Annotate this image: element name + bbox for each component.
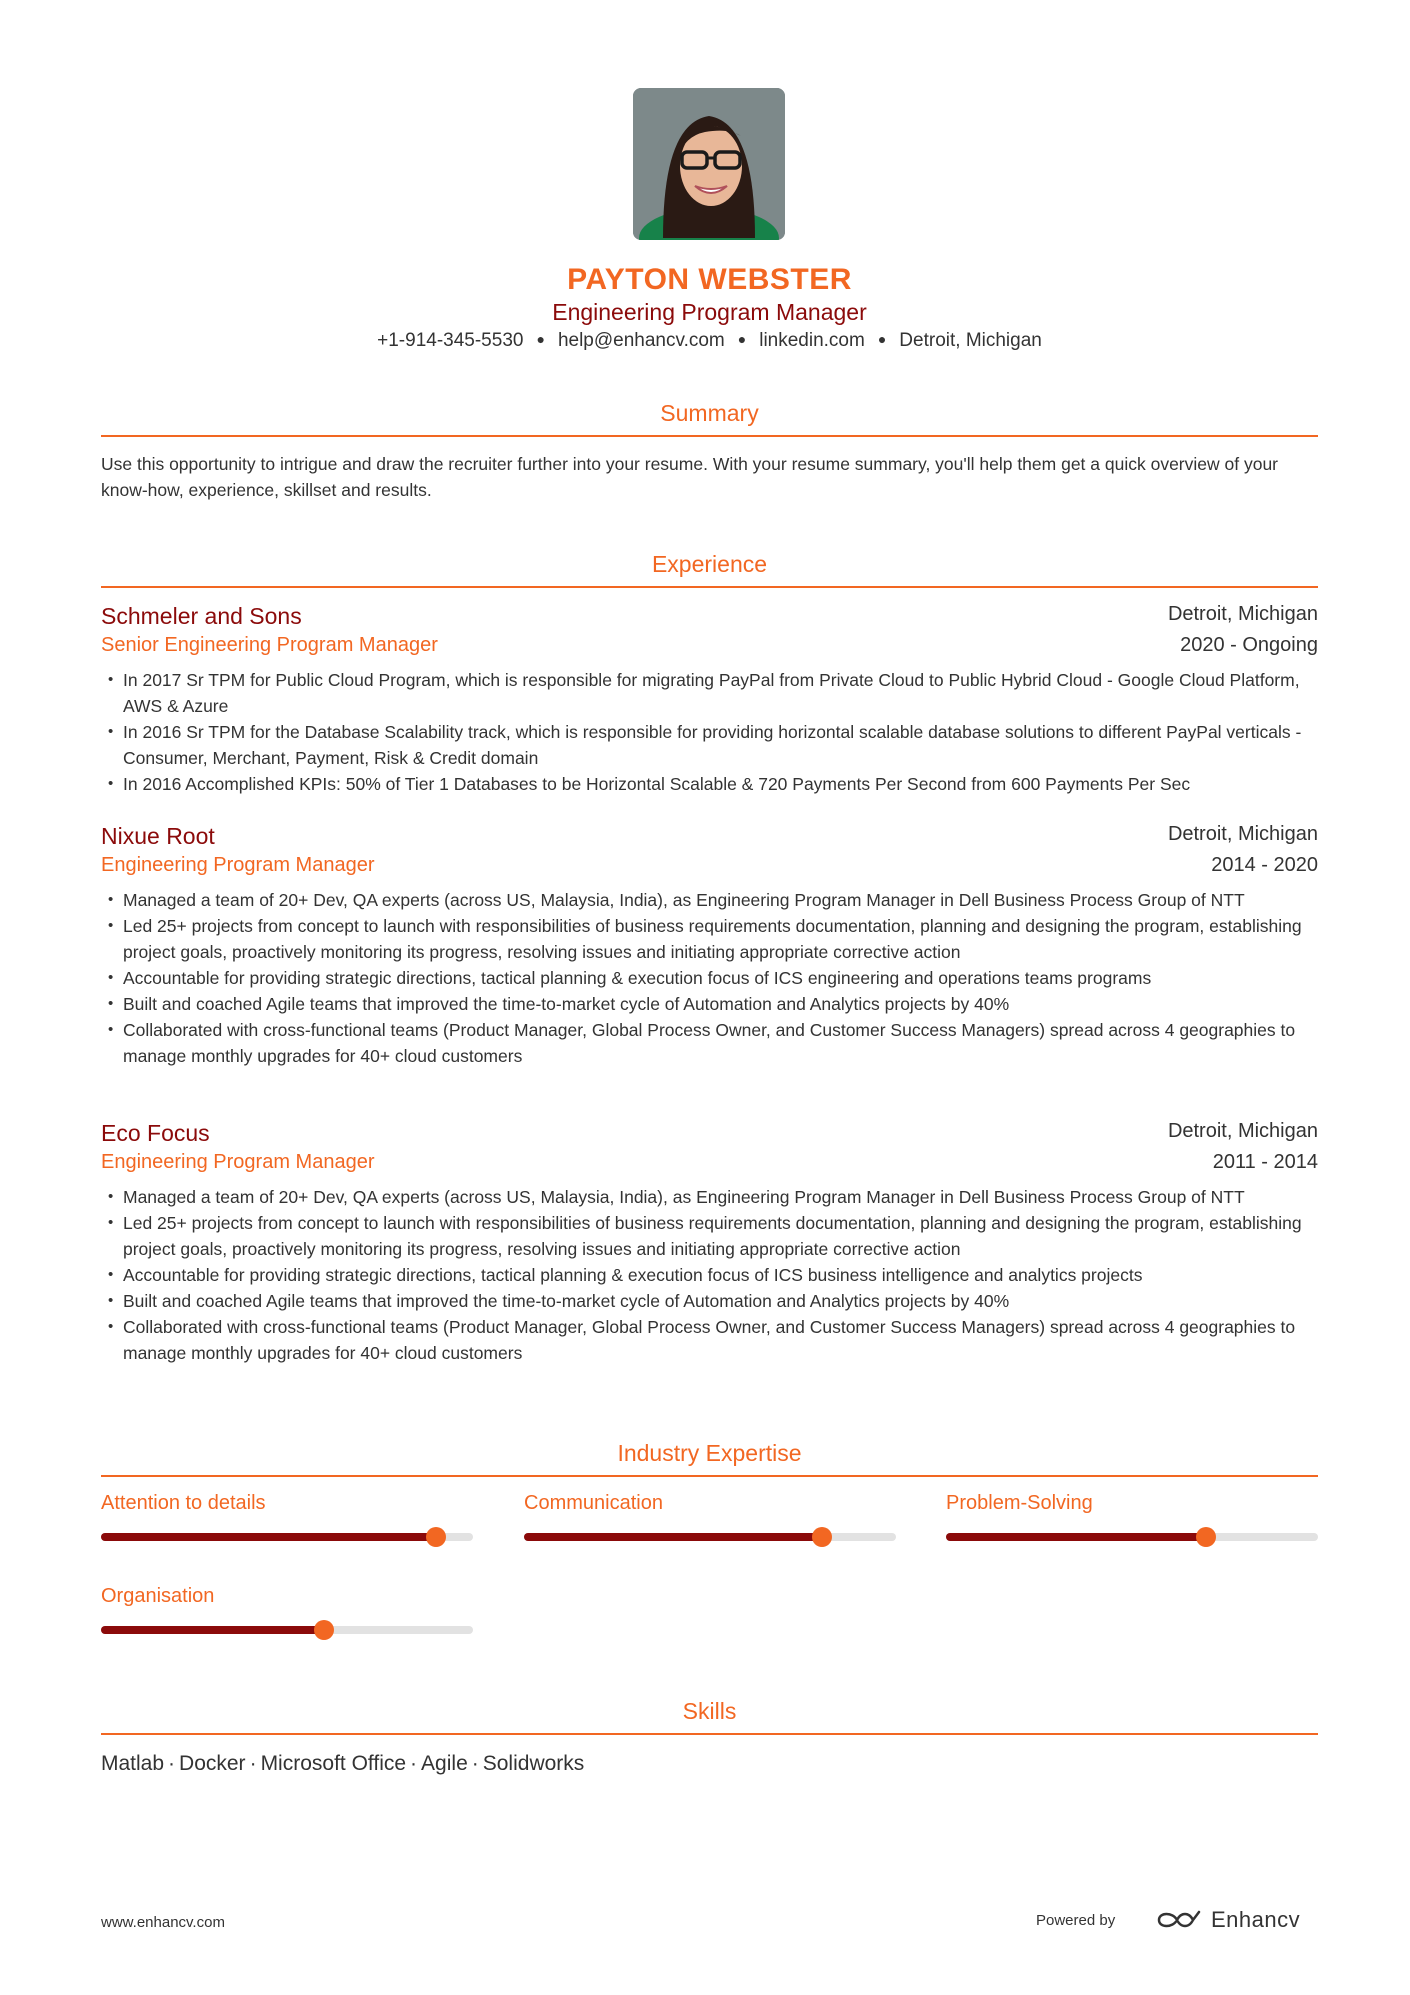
phone[interactable]: +1-914-345-5530 [377,330,524,351]
experience-heading: Experience [651,551,768,577]
expertise-bar-fill [524,1533,822,1541]
job-bullet: • Managed a team of 20+ Dev, QA experts (across US, Malaysia, India), as Engineering Program Manager in Dell Business Process Group of NTT [101,1184,1318,1210]
job-bullet: • Built and coached Agile teams that improved the time-to-market cycle of Automation and Analytics projects by 40% [101,991,1318,1017]
expertise-label: Communication [524,1492,663,1514]
skill-separator: · [471,1752,479,1775]
skill-separator: · [249,1752,257,1775]
expertise-bar [524,1533,896,1541]
job-location: Detroit, Michigan [1167,823,1318,845]
job-role: Engineering Program Manager [101,1151,375,1173]
job-bullet: • Collaborated with cross-functional teams (Product Manager, Global Process Owner, and Customer Success Managers) spread across 4 geographies to manage monthly upgrades for 40+ cloud customers [101,1017,1318,1069]
expertise-item [946,1492,1318,1515]
expertise-bar-fill [101,1533,436,1541]
job-company: Schmeler and Sons [101,603,302,629]
job-location: Detroit, Michigan [1167,1120,1318,1142]
job-company: Nixue Root [101,823,215,849]
expertise-label: Attention to details [101,1492,266,1514]
skill-separator: · [410,1752,418,1775]
enhancv-logo-icon [1155,1908,1203,1932]
job-bullet: • Led 25+ projects from concept to launch with responsibilities of business requirements documentation, planning and designing the program, establishing project goals, proactively monitoring its progress, resolving issues and initiating appropriate corrective action [101,1210,1318,1262]
expertise-item [101,1585,473,1608]
job-dates: 2014 - 2020 [1211,854,1318,876]
location: Detroit, Michigan [899,330,1042,351]
experience-rule [101,586,1318,588]
summary-rule [101,435,1318,437]
expertise-bar-knob [1196,1527,1216,1547]
expertise-heading: Industry Expertise [617,1440,802,1466]
expertise-bar-fill [946,1533,1206,1541]
expertise-bar-knob [812,1527,832,1547]
expertise-label: Problem-Solving [946,1492,1093,1514]
candidate-title: Engineering Program Manager [552,299,867,325]
job-company: Eco Focus [101,1120,210,1146]
expertise-label: Organisation [101,1585,215,1607]
skill-item: Solidworks [482,1752,585,1775]
contact-line [101,330,1318,352]
job-bullet: • Collaborated with cross-functional teams (Product Manager, Global Process Owner, and Customer Success Managers) spread across 4 geographies to manage monthly upgrades for 40+ cloud customers [101,1314,1318,1366]
enhancv-brand-name: Enhancv [1211,1907,1301,1932]
skill-item: Microsoft Office [260,1752,407,1775]
job-bullet: • Built and coached Agile teams that improved the time-to-market cycle of Automation and Analytics projects by 40% [101,1288,1318,1314]
skill-separator: · [168,1752,176,1775]
job-role: Engineering Program Manager [101,854,375,876]
expertise-bar [101,1626,473,1634]
expertise-item [524,1492,896,1515]
expertise-bar [946,1533,1318,1541]
expertise-rule [101,1475,1318,1477]
portrait-image [633,88,785,240]
job-bullets [101,887,1318,1069]
skill-item: Matlab [101,1752,165,1775]
skill-item: Agile [421,1752,468,1775]
job-dates: 2020 - Ongoing [1180,634,1318,656]
candidate-name: PAYTON WEBSTER [567,263,852,296]
enhancv-logo[interactable] [1155,1904,1300,1936]
expertise-bar [101,1533,473,1541]
expertise-bar-fill [101,1626,324,1634]
expertise-bar-knob [314,1620,334,1640]
job-bullet: • In 2016 Sr TPM for the Database Scalability track, which is responsible for providing horizontal scalable database solutions to different PayPal verticals - Consumer, Merchant, Payment, Risk & Credit domain [101,719,1318,771]
skills-heading: Skills [682,1698,737,1724]
job-dates: 2011 - 2014 [1212,1151,1318,1173]
separator-dot: ● [877,331,887,347]
separator-dot: ● [737,331,747,347]
job-bullet: • In 2017 Sr TPM for Public Cloud Program, which is responsible for migrating PayPal from Private Cloud to Public Hybrid Cloud - Google Cloud Platform, AWS & Azure [101,667,1318,719]
job-location: Detroit, Michigan [1167,603,1318,625]
footer-powered-by: Powered by [1036,1912,1116,1929]
skills-rule [101,1733,1318,1735]
summary-heading: Summary [660,400,759,426]
profile-photo [633,88,785,240]
job-bullet: • Managed a team of 20+ Dev, QA experts (across US, Malaysia, India), as Engineering Program Manager in Dell Business Process Group of NTT [101,887,1318,913]
job-bullets [101,1184,1318,1366]
job-bullet: • In 2016 Accomplished KPIs: 50% of Tier 1 Databases to be Horizontal Scalable & 720 Payments Per Second from 600 Payments Per Sec [101,771,1318,797]
email[interactable]: help@enhancv.com [557,330,725,351]
job-bullets [101,667,1318,797]
job-bullet: • Accountable for providing strategic directions, tactical planning & execution focus of ICS business intelligence and analytics projects [101,1262,1318,1288]
linkedin[interactable]: linkedin.com [759,330,865,351]
footer-website[interactable]: www.enhancv.com [101,1914,225,1931]
skills-list [101,1752,584,1776]
job-bullet: • Accountable for providing strategic directions, tactical planning & execution focus of ICS engineering and operations teams programs [101,965,1318,991]
expertise-item [101,1492,473,1515]
skill-item: Docker [179,1752,246,1775]
summary-text: Use this opportunity to intrigue and draw the recruiter further into your resume. With your resume summary, you'll help them get a quick overview of your know-how, experience, skillset and results. [101,454,1279,500]
job-bullet: • Led 25+ projects from concept to launch with responsibilities of business requirements documentation, planning and designing the program, establishing project goals, proactively monitoring its progress, resolving issues and initiating appropriate corrective action [101,913,1318,965]
job-role: Senior Engineering Program Manager [101,634,438,656]
separator-dot: ● [536,331,545,347]
expertise-bar-knob [426,1527,446,1547]
